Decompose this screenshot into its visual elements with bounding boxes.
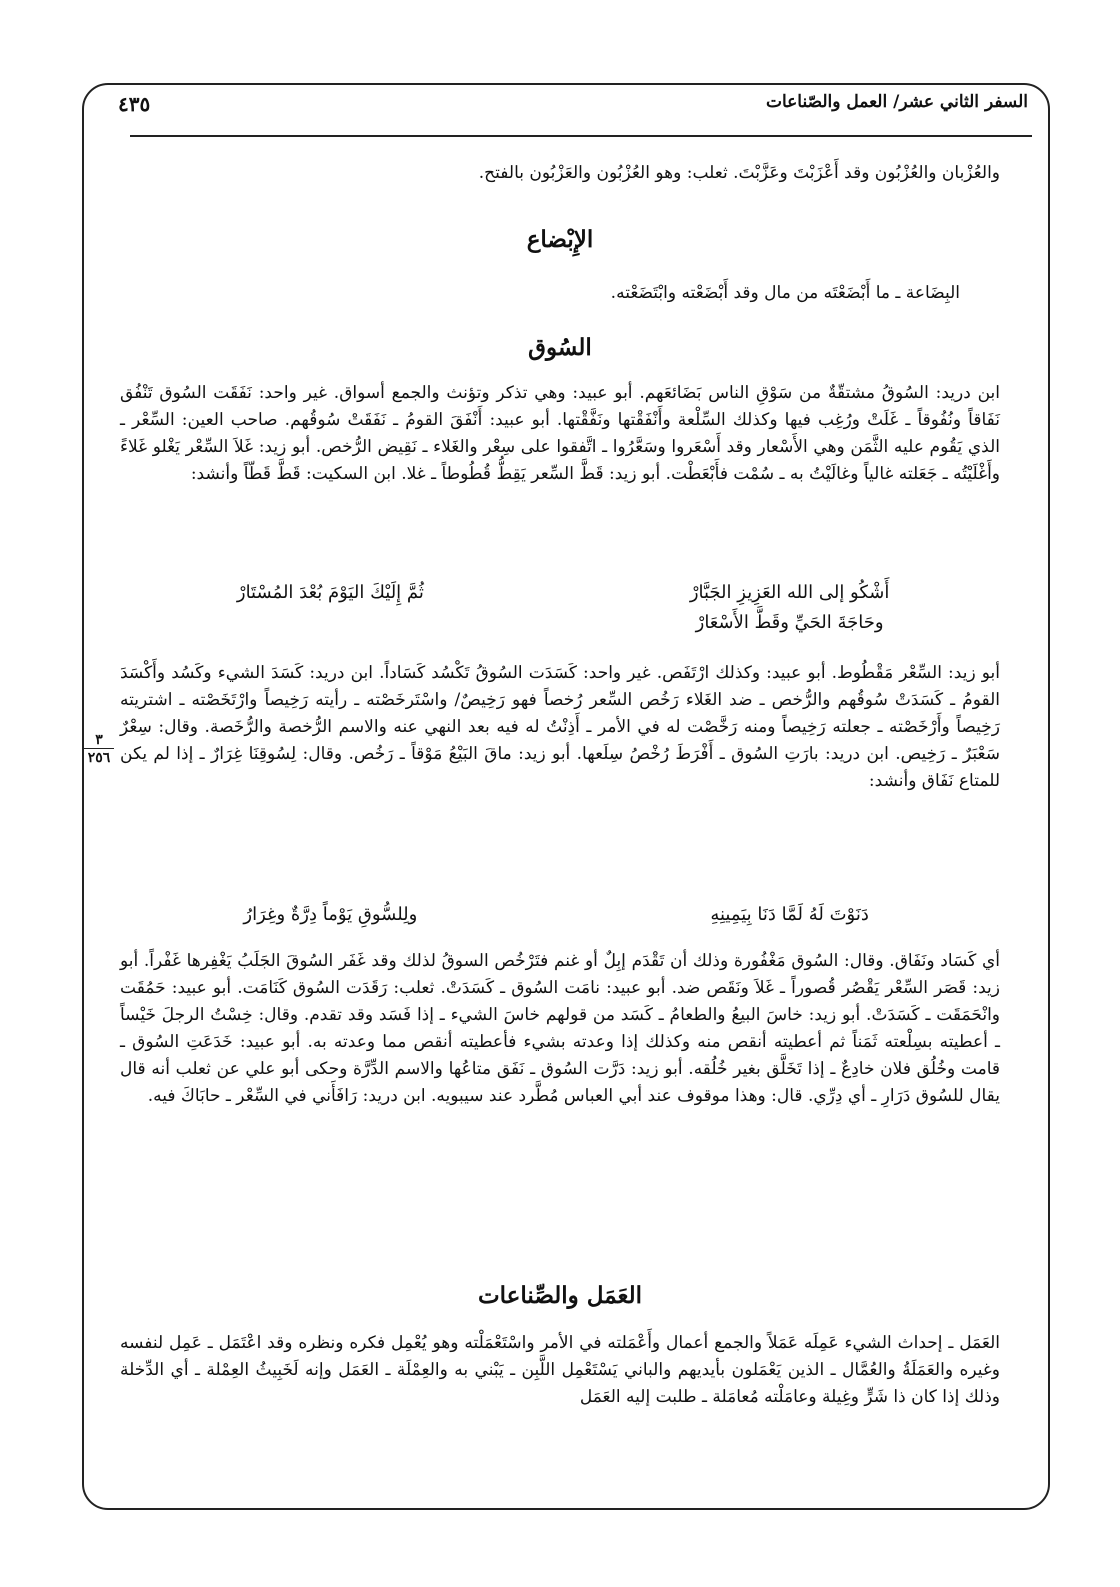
heading-amal: العَمَل والصِّناعات (478, 1282, 642, 1309)
souq-paragraph-1: ابن دريد: السُوقُ مشتقّةٌ من سَوْقِ الناس بَضَائعَهم. أبو عبيد: وهي تذكر وتؤنث والجمع أسواق. غير واحد: نَفَقَت السُوق تَنْفُق نَفَاقاً ونُفُوقاً ـ غَلَتْ ورُغِب فيها وكذلك السِّلْعة وأَنْفَقْتها ونَفَّقْتها. أبو عبيد: أَنْفَقَ القومُ ـ نَفَقَتْ سُوقُهم. صاحب العين: السِّعْر ـ الذي يَقُوم عليه الثَّمَن وهي الأَسْعار وقد أَسْعَروا وسَعَّرُوا ـ اتَّفقوا على سِعْر والغَلاء ـ نَقِيض الرُّخص. أبو زيد: غَلاَ السِّعْر يَغْلو غَلاءً وأَغْلَيْتُه ـ جَعَلته غالياً وغالَيْتُ به ـ سُمْت فأَبْعَطْت. أبو زيد: قَطَّ السِّعر يَقِطُّ قُطُوطاً ـ غلا. ابن السكيت: قَطَّ قَطّاً وأنشد: (120, 383, 1000, 484)
verse-2-hemistich-right: دَنَوْتَ لَهُ لَمَّا دَنَا بِيَمِينِهِ (710, 904, 869, 925)
souq-paragraph-3-block (120, 948, 1000, 1110)
intro-block (120, 160, 1000, 187)
souq-paragraph-2-block (120, 660, 1000, 795)
souq-paragraph-3: أي كَسَاد ونَفَاق. وقال: السُوق مَغْفُورة وذلك أن تَقْدَم إبِلٌ أو غنم فتَرْخُص السوقُ لذلك وقد غَفَر السُوقَ الجَلَبُ يَغْفِرها غَفْراً. أبو زيد: قَصَر السِّعْر يَقْصُر قُصوراً ـ غَلاَ ونَقَص ضد. أبو عبيد: نامَت السُوق ـ كَسَدَتْ. ثعلب: رَقَدَت السُوق كَنَامَت. أبو عبيد: حَمُقَت وانْحَمَقَت ـ كَسَدَتْ. أبو زيد: خاسَ البيعُ والطعامُ ـ كَسَد من قولهم خاسَ الشيء ـ إذا فَسَد وقد تقدم. وقال: خِسْتُ الرجلَ خَيْساً ـ أعطيته بسِلْعته ثَمَناً ثم أعطيته أنقص منه وكذلك إذا وعدته بشيء فأعطيته أنقص مما وعدته به. أبو عبيد: خَدَعَتِ السُوق ـ قامت وخُلُق فلان خادِعٌ ـ إذا تَخَلَّق بغير خُلُقه. أبو زيد: دَرَّت السُوق ـ نَفَق متاعُها والاسم الدِّرَّة وحكى أبو علي عن ثعلب أنه قال يقال للسُوق دَرَارِ ـ أي دِرِّي. قال: وهذا موقوف عند أبي العباس مُطَّرد عند سيبويه. ابن دريد: رَافَأَني في السِّعْر ـ حابَاكَ فيه. (120, 951, 1000, 1106)
verse-2 (150, 900, 970, 930)
intro-line: والعُزْبان والعُزْبُون وقد أَعْزَبْتَ وعَزَّبْتَ. ثعلب: وهو العُزْبُون والعَزْبُون بالفتح. (478, 163, 1000, 183)
margin-note-volume: ٣ (84, 732, 114, 749)
page-number: ٤٣٥ (118, 92, 151, 116)
ibdaa-block (120, 280, 960, 307)
running-head: السفر الثاني عشر/ العمل والصّناعات (765, 92, 1028, 112)
souq-paragraph-1-block (120, 380, 1000, 488)
verse-1-line-2: وحَاجَةَ الحَيِّ وقَطَّ الأَسْعَارْ (695, 612, 884, 633)
verse-1-empty (150, 608, 511, 638)
amal-paragraph-block (120, 1330, 1000, 1411)
verse-1-hemistich-right: أَشْكُو إلى الله العَزِيزِ الجَبَّارْ (689, 582, 890, 603)
amal-paragraph: العَمَل ـ إحداث الشيء عَمِلَه عَمَلاً والجمع أعمال وأَعْمَلته في الأمر واسْتَعْمَلْته وهو يُعْمِل فكره ونظره وقد اعْتَمَل ـ عَمِل لنفسه وغيره والعَمَلَةُ والعُمَّال ـ الذين يَعْمَلون بأيديهم والباني يَسْتَعْمِل اللَّبِن ـ يَبْني به والعِمْلَة ـ العَمَل وإنه لَخَبِيثُ العِمْلة ـ أي الدِّخلة وذلك إذا كان ذا شَرٍّ وغِيلة وعامَلْته مُعامَلة ـ طلبت إليه العَمَل (120, 1333, 1000, 1407)
souq-paragraph-2: أبو زيد: السِّعْر مَقْطُوط. أبو عبيد: وكذلك ارْتَفَص. غير واحد: كَسَدَت السُوقُ تَكْسُد كَسَاداً. ابن دريد: كَسَدَ الشيء وكَسُد وأَكْسَدَ القومُ ـ كَسَدَتْ سُوقُهم والرُّخص ـ ضد الغَلاء رَخُص السِّعر رُخصاً فهو رَخِيصٌ/ واسْتَرخَصْته ـ رأيته رَخِيصاً وارْتَخَصْته ـ اشتريته رَخِيصاً وأَرْخَصْته ـ جعلته رَخِيصاً ومنه رَخَّصْت له في الأمر ـ أَذِنْتُ له فيه بعد النهي عنه والاسم الرُّخصة والرُّخَصة. وقال: سِعْرٌ سَعْبَرٌ ـ رَخِيص. ابن دريد: بارَتِ السُوق ـ أَفْرَطَ رُخْصُ سِلَعها. أبو زيد: ماقَ البَيْعُ مَوْقاً ـ رَخُص. وقال: لِسُوقِنَا غِرَارٌ ـ إذا لم يكن للمتاع نَفَاق وأنشد: (120, 663, 1000, 791)
heading-souq: السُوق (528, 334, 592, 361)
verse-1-hemistich-left: ثُمَّ إِلَيْكَ اليَوْمَ بُعْدَ المُسْتَارْ (236, 582, 424, 603)
margin-note (84, 732, 114, 767)
verse-2-hemistich-left: ولِلسُّوقِ يَوْماً دِرَّةٌ وغِرَارُ (243, 904, 418, 925)
heading-ibdaa: الإِبْضاع (526, 226, 594, 253)
margin-note-page: ٢٥٦ (87, 750, 111, 766)
ibdaa-text: البِضَاعة ـ ما أَبْضَعْتَه من مال وقد أَبْضَعْته وابْتَضَعْته. (610, 283, 960, 303)
header-rule (130, 135, 1032, 137)
verse-1 (150, 578, 970, 638)
